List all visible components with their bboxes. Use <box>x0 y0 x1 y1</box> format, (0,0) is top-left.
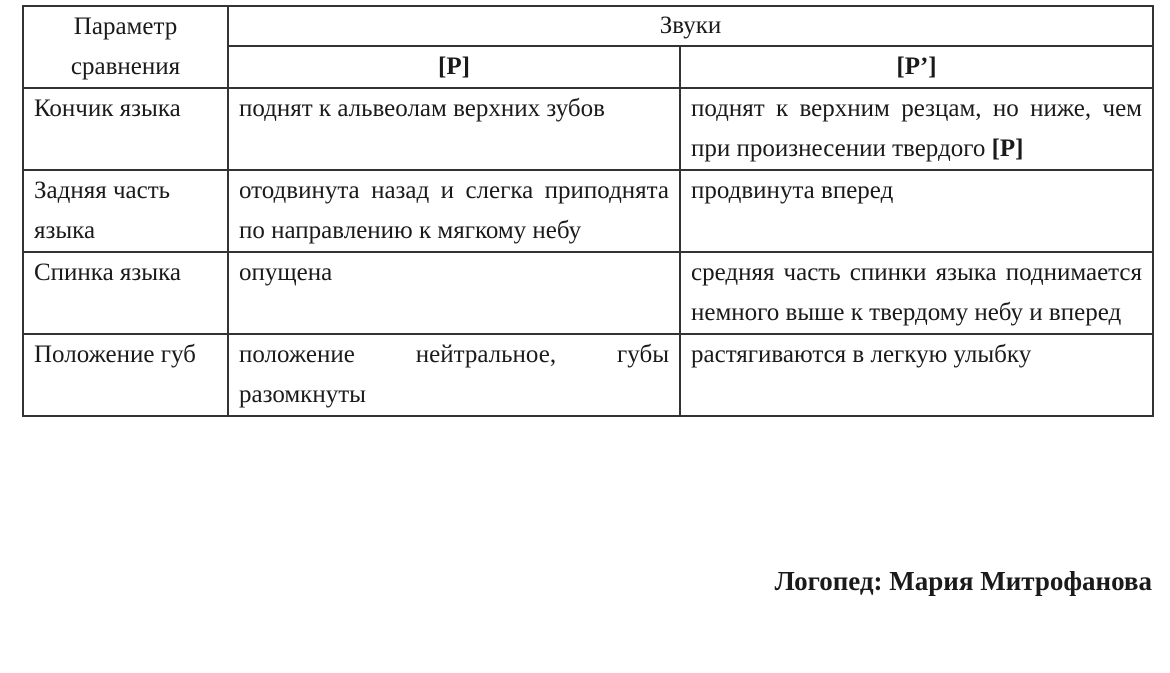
row-param: Задняя часть языка <box>23 170 228 252</box>
row-soft: средняя часть спинки языка поднимается немного выше к твердому небу и вперед <box>680 252 1153 334</box>
row-soft-bold: [Р] <box>991 135 1024 162</box>
header-soft-label: [Р’] <box>896 53 937 80</box>
row-param: Спинка языка <box>23 252 228 334</box>
comparison-table <box>22 5 1154 417</box>
row-param: Положение губ <box>23 334 228 416</box>
table-row <box>23 252 1153 334</box>
row-hard: поднят к альвеолам верхних зубов <box>228 88 680 170</box>
row-hard: опущена <box>228 252 680 334</box>
header-hard-label: [Р] <box>438 53 470 80</box>
row-param: Кончик языка <box>23 88 228 170</box>
header-row <box>23 6 1153 46</box>
header-param: Параметр сравнения <box>23 6 228 88</box>
header-sounds: Звуки <box>228 6 1153 46</box>
row-hard: отодвинута назад и слегка приподнята по направлению к мягкому небу <box>228 170 680 252</box>
table-row <box>23 88 1153 170</box>
table-row <box>23 334 1153 416</box>
row-soft-text: поднят к верхним резцам, но ниже, чем при произнесении твердого <box>691 95 1142 162</box>
signature: Логопед: Мария Митрофанова <box>774 566 1152 596</box>
header-hard <box>228 46 680 88</box>
row-soft: растягиваются в легкую улыбку <box>680 334 1153 416</box>
header-soft <box>680 46 1153 88</box>
row-soft: продвинута вперед <box>680 170 1153 252</box>
row-hard: положение нейтральное, губы разомкнуты <box>228 334 680 416</box>
row-soft <box>680 88 1153 170</box>
table-row <box>23 170 1153 252</box>
